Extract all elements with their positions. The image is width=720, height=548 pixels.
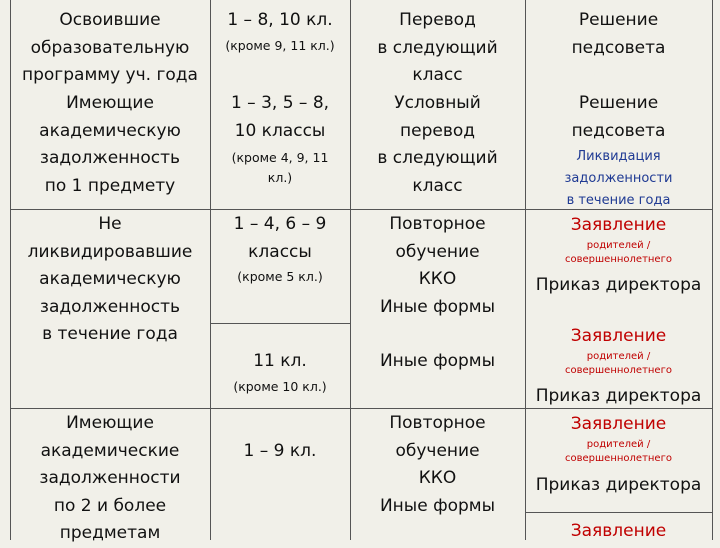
- row4-basis-order: Приказ директора: [535, 386, 702, 406]
- text-line: Перевод: [399, 10, 476, 30]
- row3-basis-small: [525, 239, 712, 267]
- text-line: педсовета: [571, 37, 666, 58]
- table-border-right: [712, 0, 713, 540]
- row4-basis-small: [525, 350, 712, 378]
- row1-classes: 1 – 8, 10 кл.: [227, 10, 333, 30]
- text-line: обучение: [395, 241, 480, 262]
- row1-basis: [525, 7, 712, 62]
- row-divider: [525, 512, 712, 513]
- text-line: родителей /: [586, 240, 651, 251]
- row2-basis: [525, 90, 712, 145]
- text-line: 10 классы: [234, 120, 326, 141]
- text-line: задолженности: [39, 468, 181, 488]
- row3-category: [10, 211, 210, 349]
- text-line: программу уч. года: [22, 65, 198, 85]
- row3-classes-note: (кроме 5 кл.): [237, 269, 323, 284]
- text-line: Имеющие: [66, 413, 154, 433]
- text-line: (кроме 4, 9, 11: [231, 150, 329, 165]
- text-line: классы: [248, 241, 312, 262]
- row1-classes-note: (кроме 9, 11 кл.): [225, 38, 335, 53]
- row2-classes: [210, 90, 350, 145]
- row-divider: [210, 323, 350, 324]
- text-line: Условный: [394, 93, 481, 113]
- text-line: совершеннолетнего: [565, 365, 672, 376]
- text-line: задолженности: [564, 171, 673, 186]
- text-line: класс: [412, 65, 463, 85]
- text-line: Решение: [578, 93, 659, 113]
- row5-basis-small: [525, 438, 712, 466]
- row5-category: [10, 410, 210, 548]
- text-line: задолженность: [39, 296, 181, 317]
- text-line: перевод: [400, 120, 475, 141]
- text-line: в следующий: [377, 148, 498, 168]
- row4-basis-title: Заявление: [570, 326, 667, 346]
- text-line: Не: [98, 214, 122, 234]
- text-line: Решение: [578, 10, 659, 30]
- text-line: Иные формы: [379, 296, 496, 317]
- text-line: предметам: [59, 523, 161, 543]
- row5-basis-order: Приказ директора: [535, 475, 702, 495]
- text-line: обучение: [395, 440, 480, 461]
- row1-category: [10, 7, 210, 90]
- text-line: класс: [412, 175, 463, 196]
- row2-classes-note: [210, 148, 350, 188]
- text-line: Иные формы: [379, 495, 496, 516]
- row4-classes: 11 кл.: [253, 351, 307, 371]
- row2-category: [10, 90, 210, 200]
- text-line: педсовета: [571, 120, 666, 141]
- row3-action: [350, 211, 525, 321]
- text-line: 1 – 4, 6 – 9: [233, 214, 327, 234]
- row5-action: [350, 410, 525, 520]
- text-line: задолженность: [39, 148, 181, 168]
- text-line: Повторное: [389, 413, 486, 433]
- row5-basis-title: Заявление: [570, 414, 667, 434]
- text-line: академическую: [39, 120, 181, 141]
- text-line: совершеннолетнего: [565, 254, 672, 265]
- text-line: Освоившие: [59, 10, 161, 30]
- text-line: в течение года: [42, 324, 178, 344]
- text-line: Повторное: [389, 214, 486, 234]
- row5-classes: 1 – 9 кл.: [243, 441, 317, 461]
- text-line: родителей /: [586, 351, 651, 362]
- row3-basis-title: Заявление: [570, 215, 667, 235]
- text-line: по 2 и более: [53, 495, 167, 516]
- row6-basis-title: Заявление: [570, 521, 667, 541]
- text-line: ликвидировавшие: [27, 241, 193, 262]
- text-line: совершеннолетнего: [565, 453, 672, 464]
- row4-classes-note: (кроме 10 кл.): [233, 379, 327, 394]
- text-line: по 1 предмету: [44, 175, 176, 196]
- text-line: в следующий: [377, 37, 498, 58]
- text-line: академические: [40, 440, 180, 461]
- row2-action: [350, 90, 525, 200]
- row3-basis-order: Приказ директора: [535, 275, 702, 295]
- row4-action: Иные формы: [379, 351, 496, 371]
- text-line: в течение года: [566, 193, 671, 208]
- row1-action: [350, 7, 525, 90]
- text-line: академическую: [39, 269, 181, 289]
- text-line: кл.): [267, 170, 293, 185]
- text-line: Имеющие: [66, 93, 154, 113]
- text-line: родителей /: [586, 439, 651, 450]
- text-line: 1 – 3, 5 – 8,: [230, 93, 330, 113]
- row3-classes: [210, 211, 350, 266]
- text-line: Ликвидация: [576, 149, 661, 164]
- text-line: образовательную: [30, 37, 190, 58]
- text-line: ККО: [418, 468, 457, 488]
- row2-basis-note: [525, 146, 712, 212]
- text-line: ККО: [418, 269, 457, 289]
